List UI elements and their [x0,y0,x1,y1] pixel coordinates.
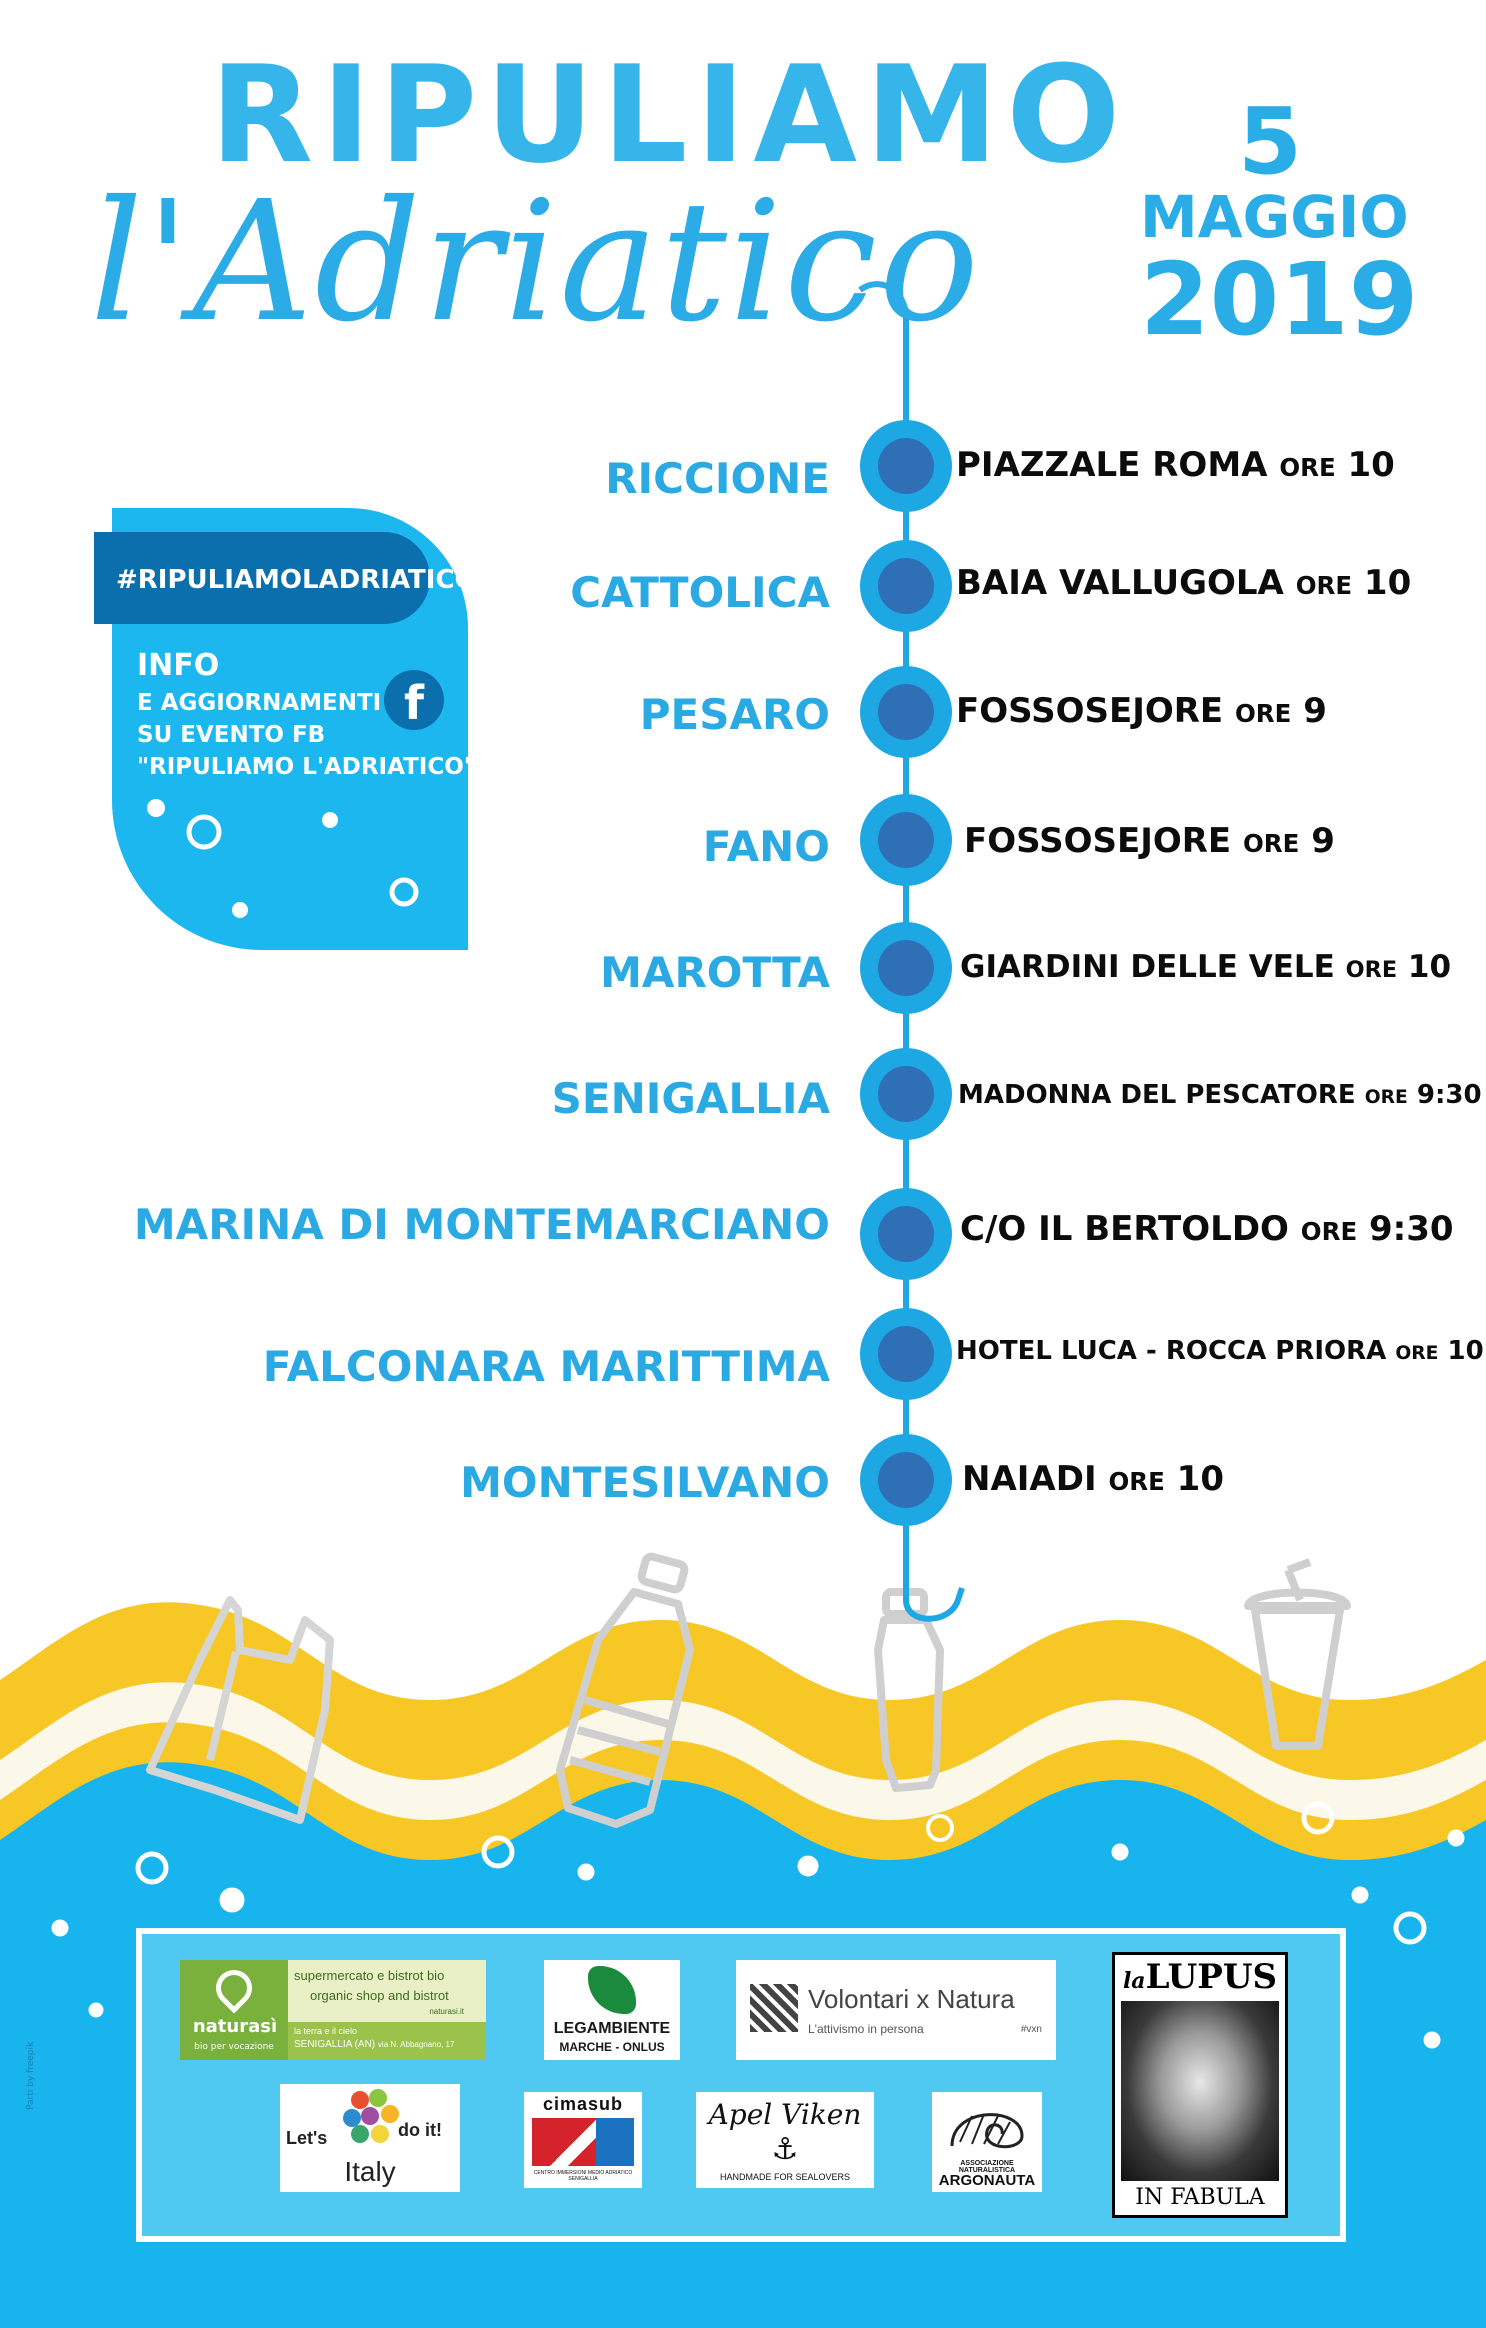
naturasi-text-area [288,1960,486,2022]
stop-ore: ORE [1395,1343,1439,1364]
lupus-sub: IN FABULA [1135,2185,1265,2210]
volontari-name: Volontari x Natura [808,1984,1015,2014]
naturasi-address1: la terra e il cielo [294,2026,358,2036]
stop-ore: ORE [1364,1087,1408,1108]
stop-ore: ORE [1108,1467,1165,1496]
naturasi-line2: organic shop and bistrot [310,1988,449,2003]
fishing-hook-icon [906,1540,962,1619]
stop-city: MONTESILVANO [460,1458,830,1507]
stop-time: 10 [1407,949,1452,985]
letsdoit-line1: Let's [286,2128,328,2148]
apel-viken-logo[interactable] [696,2092,874,2188]
stop-time: 9 [1303,691,1327,731]
stop-ore: ORE [1235,699,1292,728]
timeline-dot-inner [878,1206,934,1262]
nautilus-shell-icon [942,2096,1032,2156]
stop-city: SENIGALLIA [551,1074,830,1123]
timeline-dot-inner [878,1066,934,1122]
stop-place-name: FOSSOSEJORE [956,691,1224,731]
facebook-icon[interactable]: f [384,670,444,730]
stop-ore: ORE [1300,1217,1358,1246]
anchor-icon: ⚓ [771,2133,799,2166]
main-title: RIPULIAMO [210,37,1129,193]
date-month: MAGGIO [1140,183,1409,251]
stop-city: CATTOLICA [570,568,830,617]
argonauta-logo[interactable] [932,2092,1042,2192]
naturasi-badge [180,1960,288,2060]
lupus-name: LUPUS [1145,1957,1278,1997]
date-year: 2019 [1140,241,1419,358]
date-day: 5 [1237,88,1302,195]
legambiente-logo[interactable] [544,1960,680,2060]
letsdoit-line2: do it! [398,2120,442,2140]
stop-city: PESARO [639,690,830,739]
stop-ore: ORE [1345,957,1398,983]
argonauta-line2: ARGONAUTA [938,2172,1036,2189]
timeline-dots [860,420,952,1526]
stop-place [960,949,1480,985]
stop-time: 10 [1347,445,1395,485]
cimasub-sub: CENTRO IMMERSIONI MEDIO ADRIATICO SENIGALLIA [533,2170,633,2182]
stop-city: FANO [702,822,830,871]
stop-place-name: GIARDINI DELLE VELE [960,949,1335,985]
stop-place [962,1459,1482,1499]
leaf-icon [209,1963,260,2014]
timeline-dot-inner [878,940,934,996]
timeline-dot-inner [878,1452,934,1508]
vxn-mark-icon [750,1984,798,2032]
naturasi-line1: supermercato e bistrot bio [294,1968,445,1983]
volontari-logo[interactable] [736,1960,1056,2060]
lupus-prefix: la [1122,1968,1146,1994]
apel-sub: HANDMADE FOR SEALOVERS [719,2172,851,2182]
naturasi-address-area [288,2022,486,2060]
stop-place-name: C/O IL BERTOLDO [960,1209,1289,1249]
apel-name: Apel Viken [708,2098,862,2131]
stop-place [956,1336,1484,1366]
stop-place [956,691,1476,731]
stop-time: 10 [1176,1459,1224,1499]
info-title: INFO [137,648,220,683]
stop-place-name: MADONNA DEL PESCATORE [958,1080,1356,1110]
stop-place-name: BAIA VALLUGOLA [956,563,1284,603]
naturasi-brand: naturasì [192,2016,278,2037]
letsdoit-line3: Italy [344,2156,396,2187]
timeline-dot-inner [878,438,934,494]
wolf-illustration [1121,2001,1279,2181]
cimasub-k-icon [596,2118,634,2166]
stop-place-name: PIAZZALE ROMA [956,445,1268,485]
hashtag[interactable]: #RIPULIAMOLADRIATICO [116,565,477,595]
naturasi-address-row [294,2039,454,2050]
stop-city: MARINA DI MONTEMARCIANO [133,1200,830,1249]
stop-place-name: FOSSOSEJORE [964,821,1232,861]
naturasi-logo[interactable] [180,1960,486,2060]
stop-time: 9:30 [1369,1209,1454,1249]
subtitle-script: l'Adriatico [90,166,981,359]
stop-time: 10 [1363,563,1412,603]
stop-ore: ORE [1279,453,1336,482]
volontari-sub: L'attivismo in persona [808,2022,924,2036]
info-bubbles [112,790,472,930]
stop-place-name: HOTEL LUCA - ROCCA PRIORA [956,1336,1387,1366]
lupus-logo[interactable] [1112,1952,1288,2218]
legambiente-sub: MARCHE - ONLUS [559,2040,665,2054]
stop-time: 9 [1311,821,1335,861]
letsdoit-flower-icon [336,2086,406,2146]
stop-time: 9:30 [1416,1080,1482,1110]
timeline-dot-inner [878,684,934,740]
stop-place [956,563,1476,603]
stop-city: FALCONARA MARITTIMA [262,1342,830,1391]
stop-city: MAROTTA [600,948,830,997]
stop-place [964,821,1484,861]
timeline-dot-inner [878,1326,934,1382]
stop-place [960,1209,1480,1249]
lupus-title [1115,1957,1285,1997]
naturasi-tagline: bio per vocazione [194,2042,274,2052]
info-line: SU EVENTO FB [137,722,326,748]
stop-place [956,445,1476,485]
argonauta-line1: ASSOCIAZIONE NATURALISTICA [958,2160,1016,2174]
stop-city: RICCIONE [605,454,830,503]
stop-ore: ORE [1243,829,1300,858]
info-line: E AGGIORNAMENTI [137,690,382,716]
stop-place [958,1080,1482,1110]
timeline-dot-inner [878,558,934,614]
cimasub-name: cimasub [542,2094,624,2114]
naturasi-web: naturasi.it [429,2007,464,2016]
legambiente-leaf-icon [588,1966,636,2014]
legambiente-name: LEGAMBIENTE [553,2020,671,2037]
letsdoit-logo[interactable] [280,2084,460,2192]
stop-ore: ORE [1295,571,1353,600]
naturasi-address3: via N. Abbagnano, 17 [377,2040,455,2049]
image-credit: Parti by freepik [26,2041,36,2110]
info-line: "RIPULIAMO L'ADRIATICO" [137,754,476,780]
timeline-dot-inner [878,812,934,868]
cimasub-logo[interactable] [524,2092,642,2188]
stop-time: 10 [1447,1336,1484,1366]
volontari-tag: #vxn [1020,2024,1042,2035]
stop-place-name: NAIADI [962,1459,1097,1499]
naturasi-address2: SENIGALLIA (AN) [294,2039,376,2050]
